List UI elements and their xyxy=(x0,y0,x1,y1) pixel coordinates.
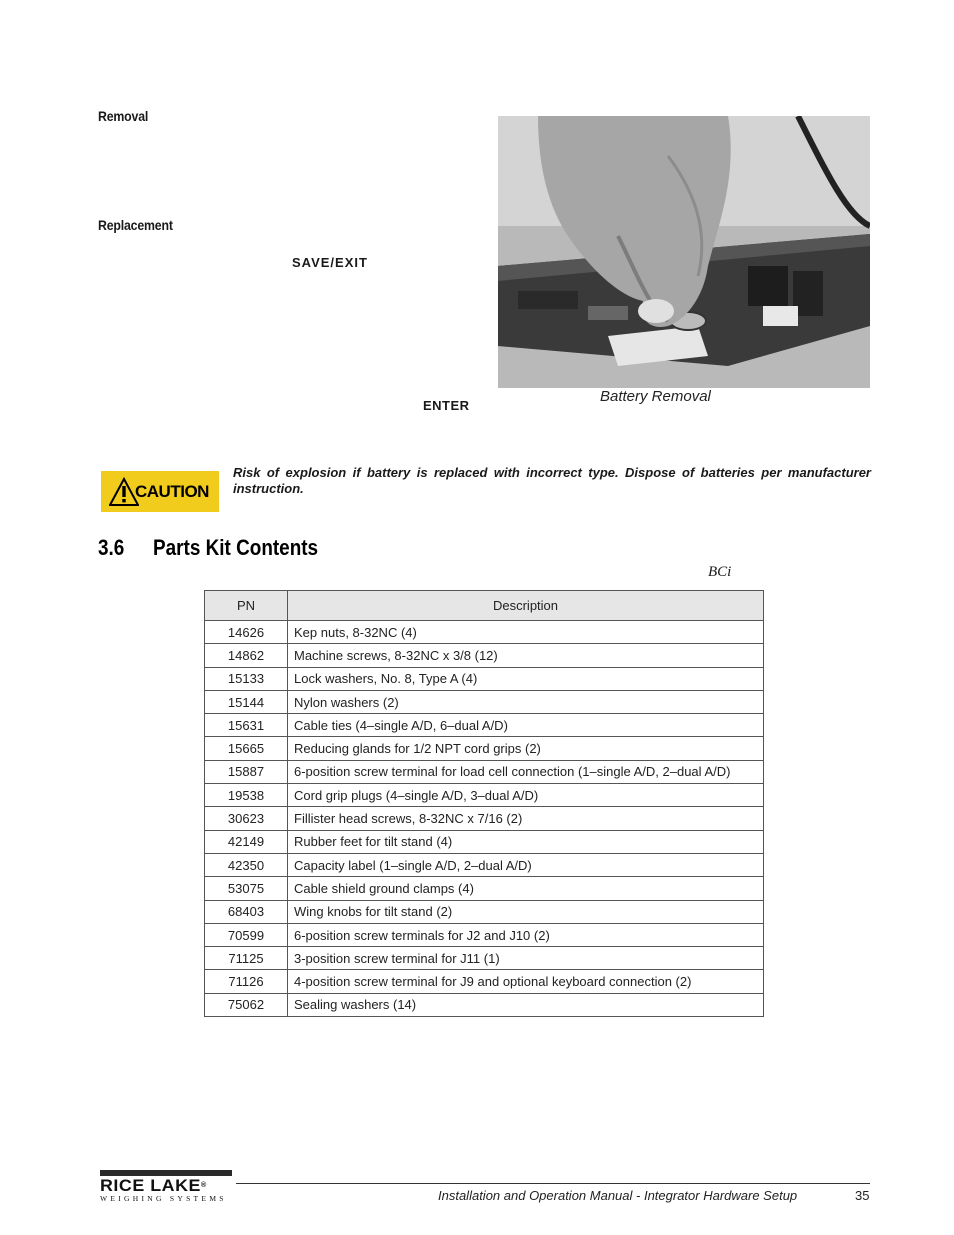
table-row xyxy=(205,970,764,993)
section-number: 3.6 xyxy=(98,535,125,560)
section-title-text: Parts Kit Contents xyxy=(153,535,319,560)
caution-badge xyxy=(101,471,219,512)
caution-text: Risk of explosion if battery is replaced with incorrect type. Dispose of batteries per manufacturer instruction. xyxy=(233,465,871,496)
part-number: 14862 xyxy=(205,644,288,667)
table-row xyxy=(205,853,764,876)
part-description: Cable shield ground clamps (4) xyxy=(288,877,764,900)
part-description: Machine screws, 8-32NC x 3/8 (12) xyxy=(288,644,764,667)
part-description: 6-position screw terminals for J2 and J10 (2) xyxy=(288,923,764,946)
part-number: 15665 xyxy=(205,737,288,760)
part-number: 42149 xyxy=(205,830,288,853)
part-number: 15133 xyxy=(205,667,288,690)
part-description: Reducing glands for 1/2 NPT cord grips (2) xyxy=(288,737,764,760)
column-header-description: Description xyxy=(288,591,764,621)
part-number: 75062 xyxy=(205,993,288,1016)
part-number: 42350 xyxy=(205,853,288,876)
table-row xyxy=(205,807,764,830)
figure-caption: Battery Removal xyxy=(600,388,711,405)
caution-label: CAUTION xyxy=(135,481,209,501)
section-title xyxy=(98,535,318,561)
replacement-heading: Replacement xyxy=(98,217,173,233)
enter-keyword: ENTER xyxy=(423,398,470,413)
part-number: 19538 xyxy=(205,784,288,807)
parts-table-body xyxy=(205,621,764,1017)
part-description: Rubber feet for tilt stand (4) xyxy=(288,830,764,853)
footer-manual-title: Installation and Operation Manual - Integrator Hardware Setup xyxy=(438,1188,798,1203)
part-description: Wing knobs for tilt stand (2) xyxy=(288,900,764,923)
parts-kit-table xyxy=(204,590,764,1017)
part-number: 71126 xyxy=(205,970,288,993)
logo-registered-mark: ® xyxy=(200,1182,207,1189)
battery-removal-illustration xyxy=(498,116,870,388)
logo-main-text: RICE LAKE xyxy=(100,1176,201,1195)
table-row xyxy=(205,621,764,644)
table-row xyxy=(205,690,764,713)
part-number: 71125 xyxy=(205,947,288,970)
part-description: 3-position screw terminal for J11 (1) xyxy=(288,947,764,970)
table-row xyxy=(205,993,764,1016)
page-number: 35 xyxy=(855,1188,870,1203)
rice-lake-logo xyxy=(100,1170,234,1204)
part-description: Lock washers, No. 8, Type A (4) xyxy=(288,667,764,690)
part-description: Cord grip plugs (4–single A/D, 3–dual A/D) xyxy=(288,784,764,807)
table-row xyxy=(205,737,764,760)
part-description: Sealing washers (14) xyxy=(288,993,764,1016)
table-header-row xyxy=(205,591,764,621)
part-description: Fillister head screws, 8-32NC x 7/16 (2) xyxy=(288,807,764,830)
table-row xyxy=(205,644,764,667)
part-description: Nylon washers (2) xyxy=(288,690,764,713)
save-exit-keyword: SAVE/EXIT xyxy=(292,255,368,270)
part-description: 4-position screw terminal for J9 and optional keyboard connection (2) xyxy=(288,970,764,993)
part-description: Capacity label (1–single A/D, 2–dual A/D) xyxy=(288,853,764,876)
part-number: 14626 xyxy=(205,621,288,644)
footer-divider xyxy=(236,1183,870,1184)
part-description: 6-position screw terminal for load cell connection (1–single A/D, 2–dual A/D) xyxy=(288,760,764,783)
logo-subtitle: WEIGHING SYSTEMS xyxy=(100,1194,227,1203)
table-row xyxy=(205,760,764,783)
removal-heading: Removal xyxy=(98,108,149,124)
battery-removal-photo xyxy=(498,116,870,388)
table-row xyxy=(205,667,764,690)
table-row xyxy=(205,830,764,853)
table-row xyxy=(205,714,764,737)
part-description: Kep nuts, 8-32NC (4) xyxy=(288,621,764,644)
logo-wordmark xyxy=(100,1178,241,1194)
table-row xyxy=(205,877,764,900)
part-description: Cable ties (4–single A/D, 6–dual A/D) xyxy=(288,714,764,737)
part-number: 68403 xyxy=(205,900,288,923)
table-row xyxy=(205,947,764,970)
column-header-pn: PN xyxy=(205,591,288,621)
part-number: 15887 xyxy=(205,760,288,783)
bci-text: BCi xyxy=(708,564,732,580)
table-row xyxy=(205,900,764,923)
part-number: 15144 xyxy=(205,690,288,713)
table-row xyxy=(205,923,764,946)
part-number: 53075 xyxy=(205,877,288,900)
table-row xyxy=(205,784,764,807)
part-number: 70599 xyxy=(205,923,288,946)
part-number: 15631 xyxy=(205,714,288,737)
part-number: 30623 xyxy=(205,807,288,830)
